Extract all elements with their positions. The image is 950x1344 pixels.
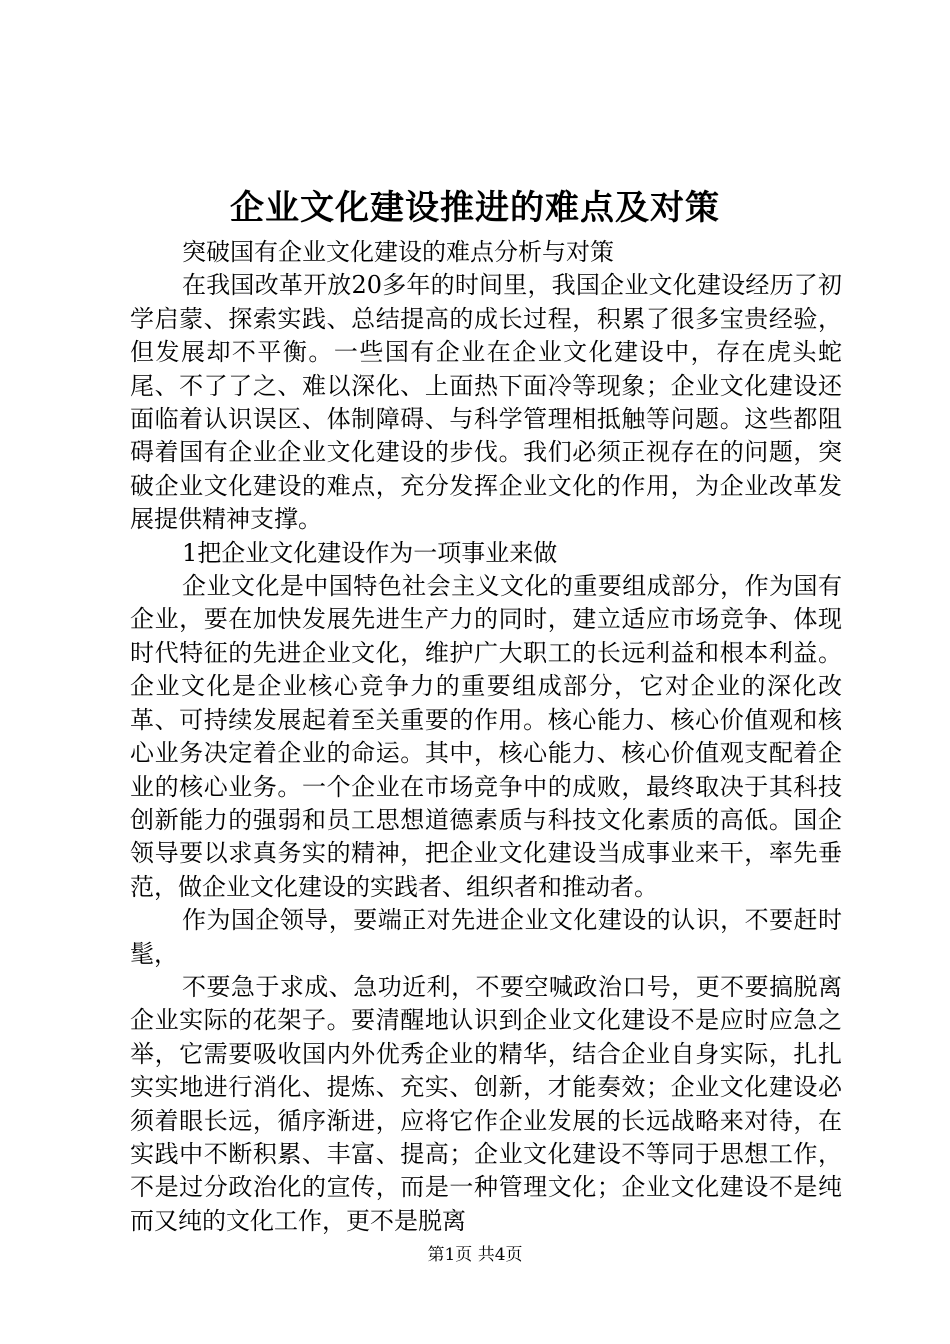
paragraph-corporate-culture: 企业文化是中国特色社会主义文化的重要组成部分，作为国有企业，要在加快发展先进生产力的同时，建立适应市场竞争、体现时代特征的先进企业文化，维护广大职工的长远利益和根本利益。企业文化是企业核心竞争力的重要组成部分，它对企业的深化改革、可持续发展起着至关重要的作用。核心能力、核心价值观和核心业务决定着企业的命运。其中，核心能力、核心价值观支配着企业的核心业务。一个企业在市场竞争中的成败，最终取决于其科技创新能力的强弱和员工思想道德素质与科技文化素质的高低。国企领导要以求真务实的精神，把企业文化建设当成事业来干，率先垂范，做企业文化建设的实践者、组织者和推动者。 [130, 572, 842, 901]
document-body [130, 236, 842, 1238]
section-heading-1: 1把企业文化建设作为一项事业来做 [182, 538, 558, 567]
page-footer: 第1页 共4页 [427, 1245, 523, 1265]
paragraph-subtitle: 突破国有企业文化建设的难点分析与对策 [182, 238, 614, 266]
document-title: 企业文化建设推进的难点及对策 [230, 188, 720, 228]
paragraph-intro: 在我国改革开放20多年的时间里，我国企业文化建设经历了初学启蒙、探索实践、总结提高的成长过程，积累了很多宝贵经验，但发展却不平衡。一些国有企业在企业文化建设中，存在虎头蛇尾、不了了之、难以深化、上面热下面冷等现象；企业文化建设还面临着认识误区、体制障碍、与科学管理相抵触等问题。这些都阻碍着国有企业企业文化建设的步伐。我们必须正视存在的问题，突破企业文化建设的难点，充分发挥企业文化的作用，为企业改革发展提供精神支撑。 [130, 271, 842, 534]
paragraph-leadership: 作为国企领导，要端正对先进企业文化建设的认识，不要赶时髦， [130, 906, 842, 968]
paragraph-long-term: 不要急于求成、急功近利，不要空喊政治口号，更不要搞脱离企业实际的花架子。要清醒地认识到企业文化建设不是应时应急之举，它需要吸收国内外优秀企业的精华，结合企业自身实际，扎扎实实地进行消化、提炼、充实、创新，才能奏效；企业文化建设必须着眼长远，循序渐进，应将它作企业发展的长远战略来对待，在实践中不断积累、丰富、提高；企业文化建设不等同于思想工作，不是过分政治化的宣传，而是一种管理文化；企业文化建设不是纯而又纯的文化工作，更不是脱离 [130, 972, 842, 1235]
